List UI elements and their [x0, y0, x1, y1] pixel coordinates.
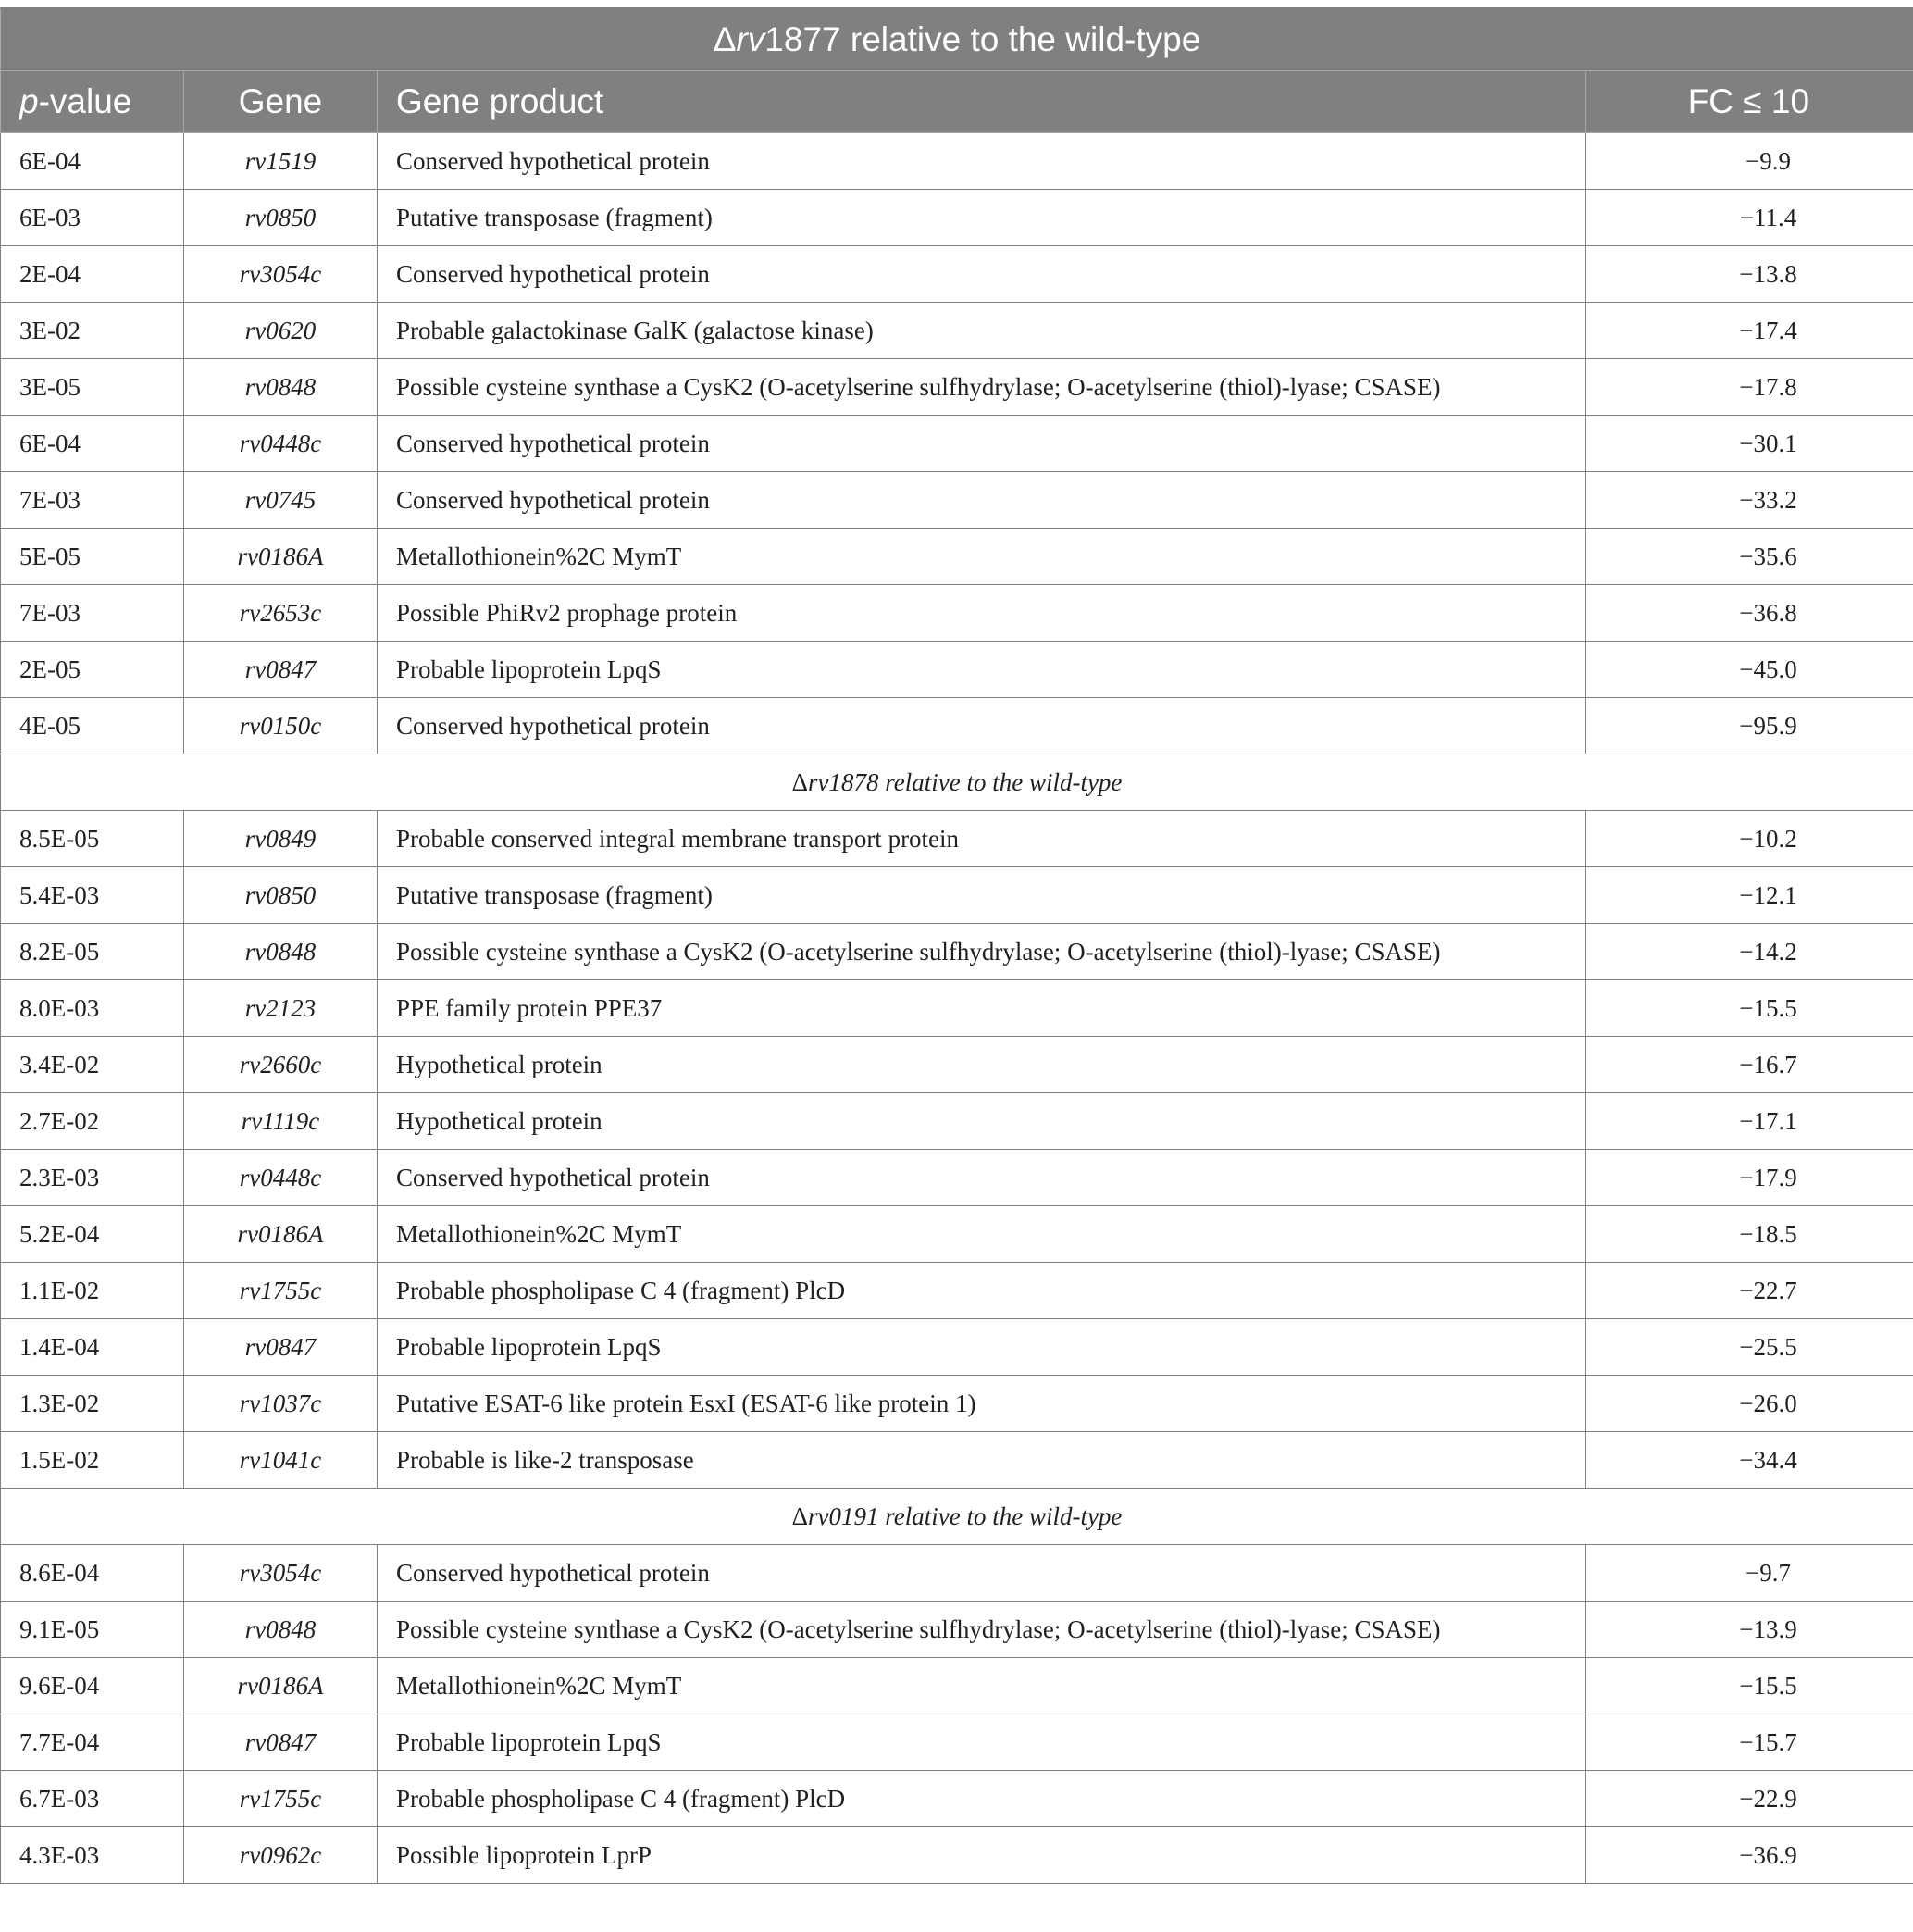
fc-cell: −22.7: [1586, 1263, 1913, 1319]
fc-cell: −22.9: [1586, 1771, 1913, 1827]
table-header-row: [1, 71, 1913, 133]
gene-cell: rv0850: [184, 190, 378, 246]
pvalue-cell: 7E-03: [1, 585, 184, 642]
gene-product-cell: Probable galactokinase GalK (galactose kinase): [378, 303, 1586, 359]
fc-cell: −15.5: [1586, 1658, 1913, 1714]
table-row: [1, 1771, 1913, 1827]
table-row: [1, 246, 1913, 303]
gene-product-cell: Putative ESAT-6 like protein EsxI (ESAT-6 like protein 1): [378, 1376, 1586, 1432]
gene-product-cell: Putative transposase (fragment): [378, 190, 1586, 246]
pvalue-cell: 5E-05: [1, 529, 184, 585]
fc-cell: −13.8: [1586, 246, 1913, 303]
fc-cell: −12.1: [1586, 867, 1913, 924]
table-row: [1, 472, 1913, 529]
pvalue-cell: 4.3E-03: [1, 1827, 184, 1884]
table-title-row: [1, 8, 1913, 71]
fc-cell: −95.9: [1586, 698, 1913, 754]
gene-cell: rv0186A: [184, 529, 378, 585]
pvalue-cell: 8.6E-04: [1, 1545, 184, 1602]
table-row: [1, 811, 1913, 867]
gene-product-cell: Metallothionein%2C MymT: [378, 529, 1586, 585]
table-row: [1, 980, 1913, 1037]
pvalue-cell: 2.3E-03: [1, 1150, 184, 1206]
table-row: [1, 1319, 1913, 1376]
header-gene-product: Gene product: [378, 71, 1586, 133]
gene-cell: rv0849: [184, 811, 378, 867]
gene-product-cell: Hypothetical protein: [378, 1093, 1586, 1150]
gene-product-cell: Probable conserved integral membrane transport protein: [378, 811, 1586, 867]
pvalue-cell: 9.6E-04: [1, 1658, 184, 1714]
fc-cell: −11.4: [1586, 190, 1913, 246]
gene-product-cell: Possible cysteine synthase a CysK2 (O-acetylserine sulfhydrylase; O-acetylserine (thiol)-lyase; CSASE): [378, 1602, 1586, 1658]
gene-cell: rv1755c: [184, 1771, 378, 1827]
gene-cell: rv0620: [184, 303, 378, 359]
gene-cell: rv2123: [184, 980, 378, 1037]
gene-product-cell: Conserved hypothetical protein: [378, 416, 1586, 472]
gene-cell: rv0186A: [184, 1658, 378, 1714]
pvalue-cell: 7.7E-04: [1, 1714, 184, 1771]
gene-cell: rv0150c: [184, 698, 378, 754]
table-row: [1, 529, 1913, 585]
gene-cell: rv0186A: [184, 1206, 378, 1263]
table-row: [1, 1263, 1913, 1319]
pvalue-cell: 2E-04: [1, 246, 184, 303]
gene-product-cell: Conserved hypothetical protein: [378, 1545, 1586, 1602]
gene-cell: rv0962c: [184, 1827, 378, 1884]
gene-cell: rv1119c: [184, 1093, 378, 1150]
gene-cell: rv0448c: [184, 1150, 378, 1206]
table-row: [1, 924, 1913, 980]
fc-cell: −26.0: [1586, 1376, 1913, 1432]
gene-cell: rv1519: [184, 133, 378, 190]
pvalue-cell: 6E-03: [1, 190, 184, 246]
fc-cell: −25.5: [1586, 1319, 1913, 1376]
gene-cell: rv1041c: [184, 1432, 378, 1489]
header-pvalue: p-value: [1, 71, 184, 133]
pvalue-cell: 1.4E-04: [1, 1319, 184, 1376]
fc-cell: −14.2: [1586, 924, 1913, 980]
fc-cell: −17.9: [1586, 1150, 1913, 1206]
table-row: [1, 698, 1913, 754]
header-fc: FC ≤ 10: [1586, 71, 1913, 133]
gene-product-cell: Putative transposase (fragment): [378, 867, 1586, 924]
pvalue-cell: 3.4E-02: [1, 1037, 184, 1093]
gene-product-cell: Metallothionein%2C MymT: [378, 1658, 1586, 1714]
pvalue-cell: 6E-04: [1, 416, 184, 472]
pvalue-cell: 8.2E-05: [1, 924, 184, 980]
table-row: [1, 585, 1913, 642]
gene-product-cell: Metallothionein%2C MymT: [378, 1206, 1586, 1263]
fc-cell: −13.9: [1586, 1602, 1913, 1658]
pvalue-cell: 6E-04: [1, 133, 184, 190]
gene-expression-table: [0, 7, 1913, 1884]
pvalue-cell: 1.5E-02: [1, 1432, 184, 1489]
gene-cell: rv0848: [184, 1602, 378, 1658]
fc-cell: −36.9: [1586, 1827, 1913, 1884]
gene-product-cell: Probable lipoprotein LpqS: [378, 1319, 1586, 1376]
gene-product-cell: Hypothetical protein: [378, 1037, 1586, 1093]
gene-cell: rv1037c: [184, 1376, 378, 1432]
fc-cell: −10.2: [1586, 811, 1913, 867]
table-row: [1, 1658, 1913, 1714]
gene-product-cell: Probable phospholipase C 4 (fragment) PlcD: [378, 1263, 1586, 1319]
fc-cell: −45.0: [1586, 642, 1913, 698]
pvalue-cell: 3E-02: [1, 303, 184, 359]
pvalue-cell: 7E-03: [1, 472, 184, 529]
pvalue-cell: 6.7E-03: [1, 1771, 184, 1827]
table-row: [1, 1545, 1913, 1602]
table-row: [1, 1602, 1913, 1658]
gene-product-cell: Conserved hypothetical protein: [378, 698, 1586, 754]
gene-product-cell: Conserved hypothetical protein: [378, 472, 1586, 529]
gene-cell: rv0745: [184, 472, 378, 529]
pvalue-cell: 8.0E-03: [1, 980, 184, 1037]
pvalue-cell: 2E-05: [1, 642, 184, 698]
gene-cell: rv0848: [184, 924, 378, 980]
fc-cell: −34.4: [1586, 1432, 1913, 1489]
table-row: [1, 1714, 1913, 1771]
gene-product-cell: Possible cysteine synthase a CysK2 (O-acetylserine sulfhydrylase; O-acetylserine (thiol)-lyase; CSASE): [378, 924, 1586, 980]
fc-cell: −36.8: [1586, 585, 1913, 642]
gene-product-cell: Conserved hypothetical protein: [378, 1150, 1586, 1206]
pvalue-cell: 1.3E-02: [1, 1376, 184, 1432]
table-row: [1, 1093, 1913, 1150]
table-row: [1, 642, 1913, 698]
table-body: [1, 133, 1913, 1884]
table-title: Δrv1877 relative to the wild-type: [1, 8, 1913, 71]
gene-cell: rv3054c: [184, 1545, 378, 1602]
header-gene: Gene: [184, 71, 378, 133]
gene-cell: rv3054c: [184, 246, 378, 303]
fc-cell: −17.4: [1586, 303, 1913, 359]
section-label: Δrv0191 relative to the wild-type: [1, 1489, 1913, 1545]
gene-product-cell: Possible PhiRv2 prophage protein: [378, 585, 1586, 642]
section-label: Δrv1878 relative to the wild-type: [1, 754, 1913, 811]
gene-product-cell: Possible lipoprotein LprP: [378, 1827, 1586, 1884]
pvalue-cell: 5.2E-04: [1, 1206, 184, 1263]
fc-cell: −18.5: [1586, 1206, 1913, 1263]
table-row: [1, 1376, 1913, 1432]
table-row: [1, 1037, 1913, 1093]
fc-cell: −33.2: [1586, 472, 1913, 529]
pvalue-cell: 1.1E-02: [1, 1263, 184, 1319]
gene-product-cell: Probable is like-2 transposase: [378, 1432, 1586, 1489]
fc-cell: −30.1: [1586, 416, 1913, 472]
table-row: [1, 416, 1913, 472]
pvalue-cell: 8.5E-05: [1, 811, 184, 867]
fc-cell: −17.8: [1586, 359, 1913, 416]
gene-product-cell: Conserved hypothetical protein: [378, 246, 1586, 303]
fc-cell: −35.6: [1586, 529, 1913, 585]
pvalue-cell: 4E-05: [1, 698, 184, 754]
gene-cell: rv0848: [184, 359, 378, 416]
fc-cell: −9.7: [1586, 1545, 1913, 1602]
section-row: [1, 1489, 1913, 1545]
pvalue-cell: 3E-05: [1, 359, 184, 416]
gene-cell: rv1755c: [184, 1263, 378, 1319]
gene-product-cell: Probable lipoprotein LpqS: [378, 1714, 1586, 1771]
table-row: [1, 359, 1913, 416]
gene-cell: rv0847: [184, 642, 378, 698]
gene-cell: rv0847: [184, 1319, 378, 1376]
gene-cell: rv2653c: [184, 585, 378, 642]
table-row: [1, 1432, 1913, 1489]
gene-product-cell: Possible cysteine synthase a CysK2 (O-acetylserine sulfhydrylase; O-acetylserine (thiol)-lyase; CSASE): [378, 359, 1586, 416]
fc-cell: −17.1: [1586, 1093, 1913, 1150]
gene-cell: rv0448c: [184, 416, 378, 472]
pvalue-cell: 9.1E-05: [1, 1602, 184, 1658]
table-row: [1, 1150, 1913, 1206]
gene-product-cell: Probable lipoprotein LpqS: [378, 642, 1586, 698]
gene-cell: rv2660c: [184, 1037, 378, 1093]
gene-product-cell: Probable phospholipase C 4 (fragment) PlcD: [378, 1771, 1586, 1827]
table-row: [1, 303, 1913, 359]
pvalue-cell: 2.7E-02: [1, 1093, 184, 1150]
fc-cell: −15.7: [1586, 1714, 1913, 1771]
table-row: [1, 133, 1913, 190]
fc-cell: −16.7: [1586, 1037, 1913, 1093]
table-row: [1, 190, 1913, 246]
table-row: [1, 1827, 1913, 1884]
gene-product-cell: PPE family protein PPE37: [378, 980, 1586, 1037]
table-row: [1, 867, 1913, 924]
gene-cell: rv0847: [184, 1714, 378, 1771]
table-row: [1, 1206, 1913, 1263]
gene-cell: rv0850: [184, 867, 378, 924]
fc-cell: −15.5: [1586, 980, 1913, 1037]
section-row: [1, 754, 1913, 811]
gene-product-cell: Conserved hypothetical protein: [378, 133, 1586, 190]
fc-cell: −9.9: [1586, 133, 1913, 190]
pvalue-cell: 5.4E-03: [1, 867, 184, 924]
